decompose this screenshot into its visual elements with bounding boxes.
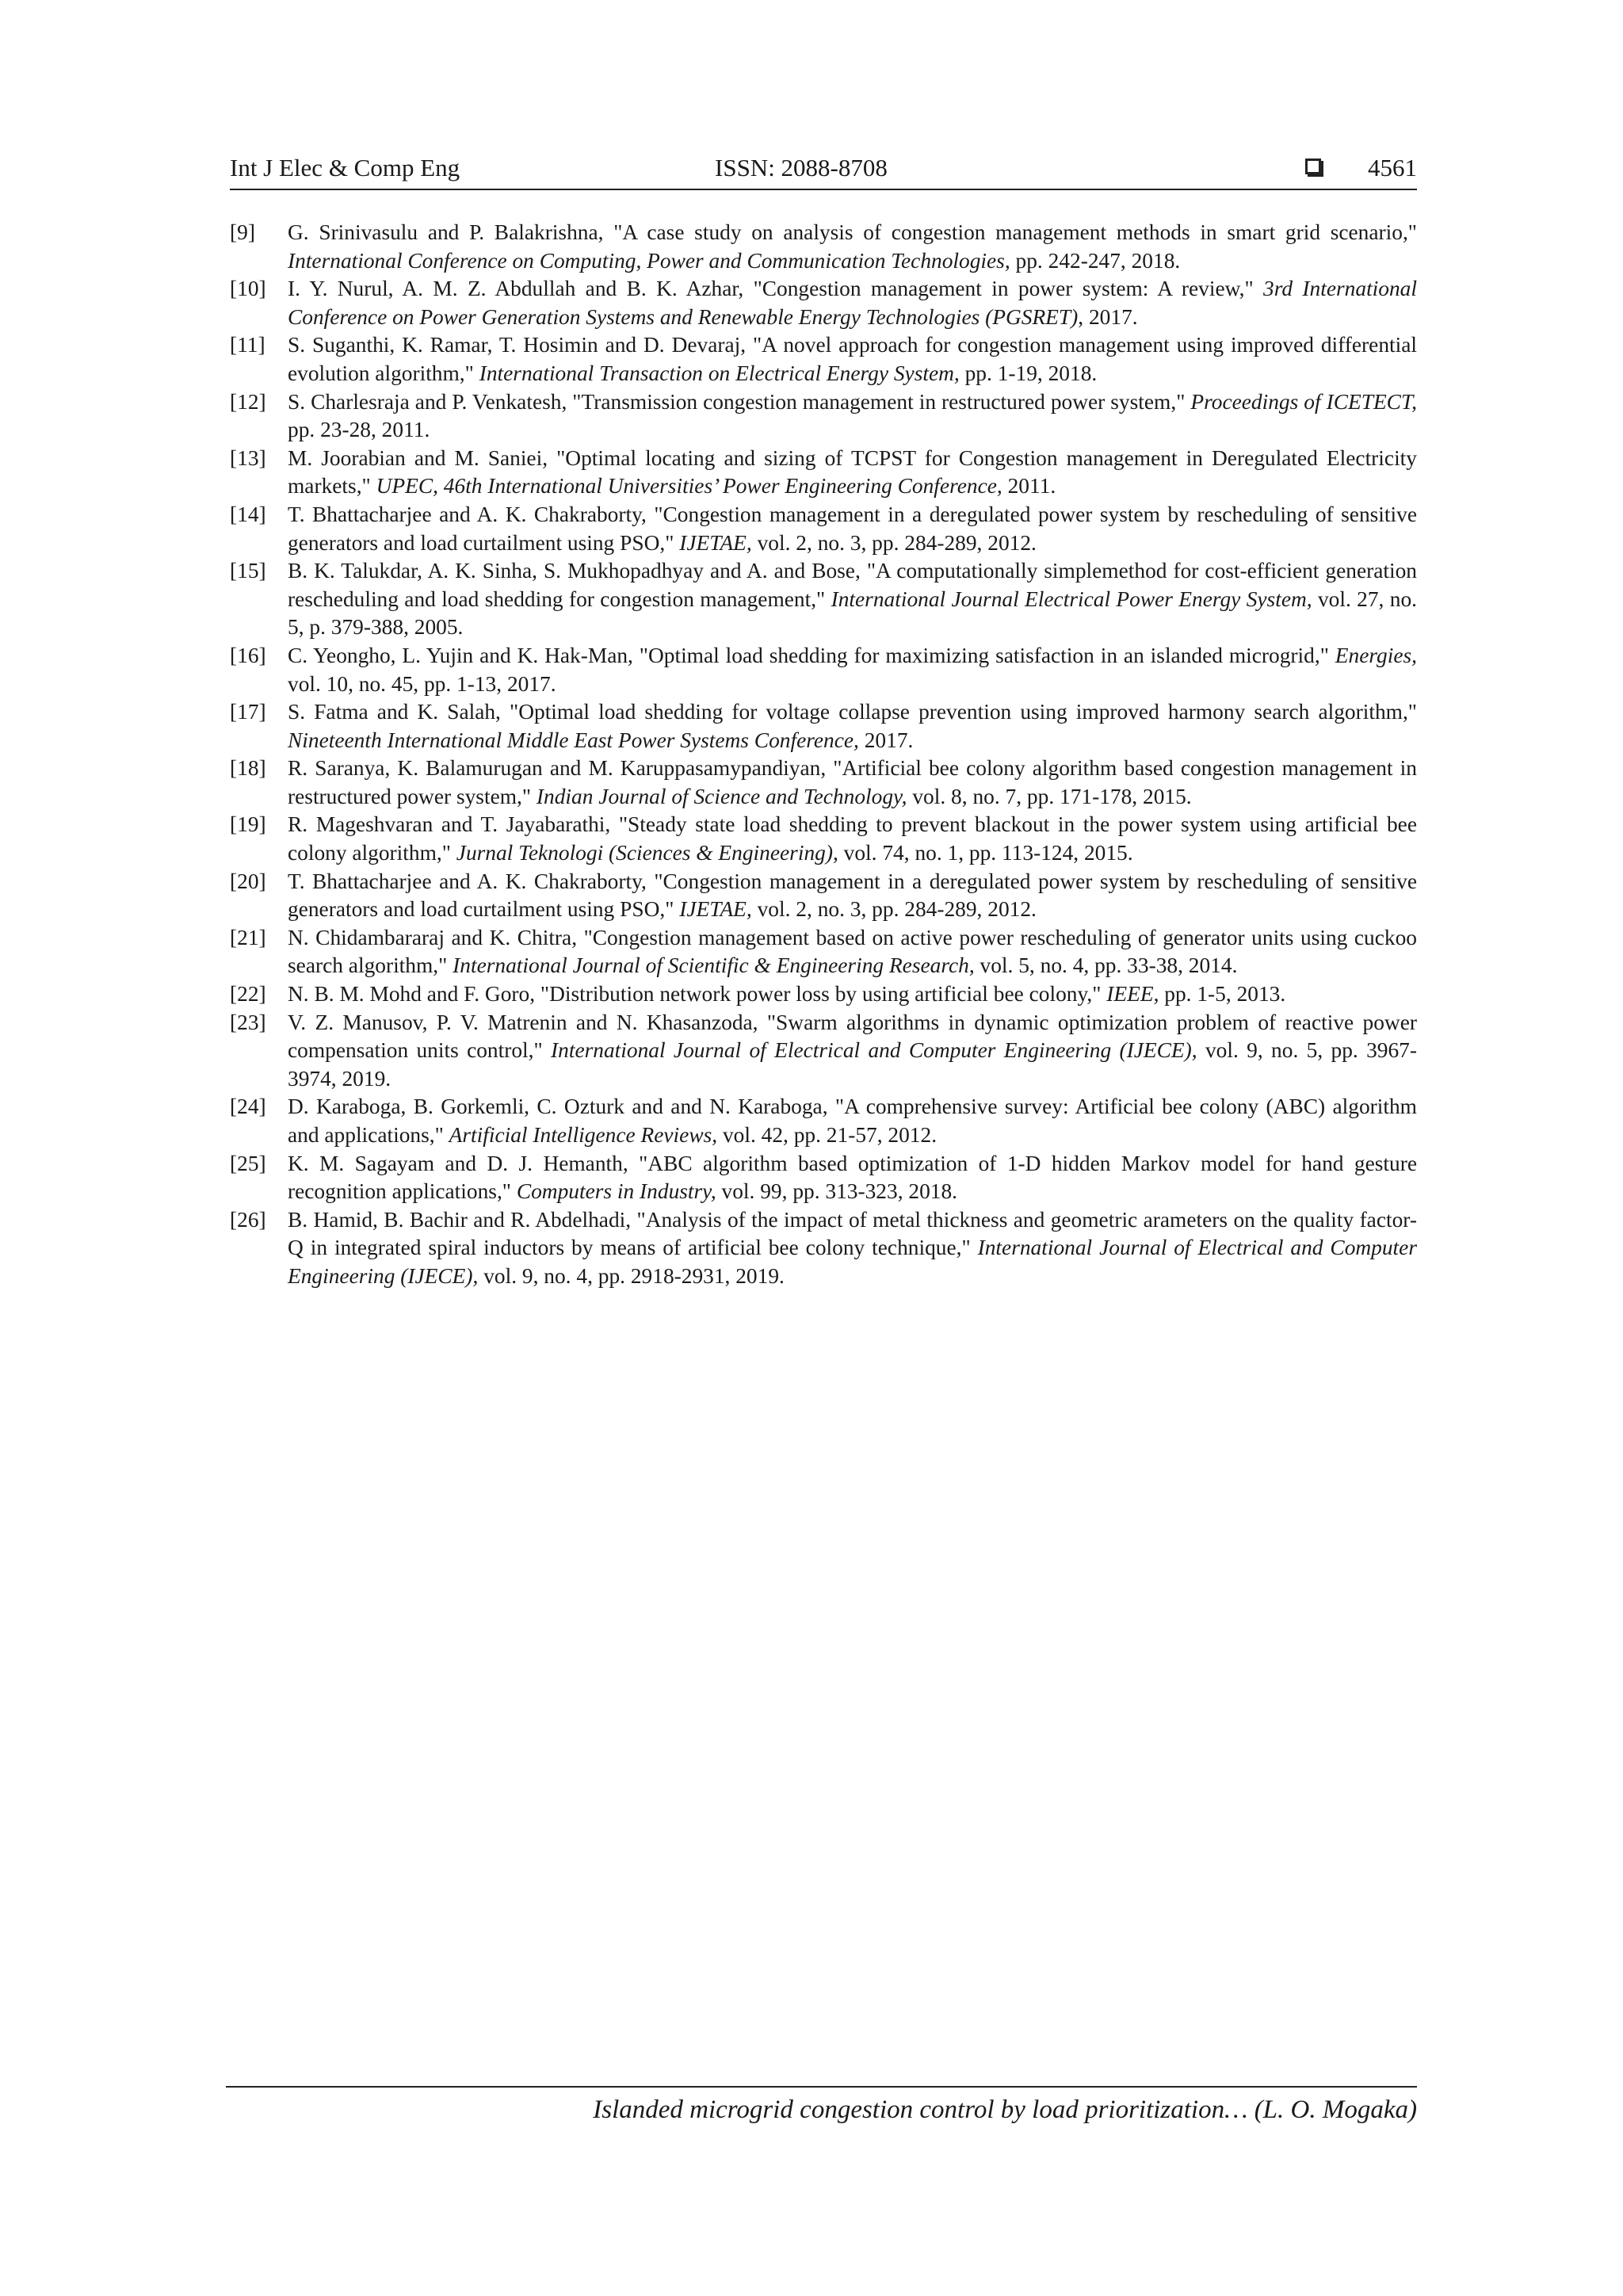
- reference-venue: Indian Journal of Science and Technology,: [536, 784, 907, 808]
- reference-venue: International Conference on Computing, Power and Communication Technologies,: [288, 248, 1010, 273]
- reference-details: vol. 5, no. 4, pp. 33-38, 2014.: [974, 953, 1238, 978]
- reference-venue: IEEE,: [1106, 982, 1159, 1007]
- reference-item: [230, 445, 1417, 501]
- reference-number: [13]: [230, 445, 266, 470]
- reference-number: [16]: [230, 643, 266, 667]
- reference-venue: International Journal Electrical Power Energy System,: [831, 586, 1312, 611]
- reference-authors-title: R. Mageshvaran and T. Jayabarathi, "Steady state load shedding to prevent blackout in the power system using artificial bee colony algorithm,": [288, 812, 1417, 865]
- reference-venue: Jurnal Teknologi (Sciences & Engineering),: [456, 841, 838, 865]
- reference-list: [230, 219, 1417, 1291]
- reference-venue: Proceedings of ICETECT,: [1190, 389, 1417, 414]
- reference-item: [230, 501, 1417, 557]
- reference-details: , 2017.: [1078, 304, 1138, 329]
- reference-number: [18]: [230, 756, 266, 781]
- reference-item: [230, 275, 1417, 331]
- reference-item: [230, 1150, 1417, 1206]
- reference-authors-title: K. M. Sagayam and D. J. Hemanth, "ABC algorithm based optimization of 1-D hidden Markov model for hand gesture recognition applications,": [288, 1151, 1417, 1204]
- reference-number: [23]: [230, 1010, 266, 1034]
- reference-number: [24]: [230, 1095, 266, 1119]
- reference-details: vol. 42, pp. 21-57, 2012.: [717, 1123, 938, 1147]
- reference-item: [230, 331, 1417, 388]
- reference-venue: UPEC, 46th International Universities’ Power Engineering Conference,: [376, 474, 1002, 499]
- reference-details: vol. 2, no. 3, pp. 284-289, 2012.: [751, 530, 1037, 555]
- page-number: 4561: [1368, 154, 1417, 181]
- reference-item: [230, 557, 1417, 642]
- reference-number: [17]: [230, 700, 266, 724]
- reference-authors-title: I. Y. Nurul, A. M. Z. Abdullah and B. K. Azhar, "Congestion management in power system: A review,": [288, 277, 1264, 301]
- reference-authors-title: S. Charlesraja and P. Venkatesh, "Transmission congestion management in restructured power system,": [288, 389, 1191, 414]
- reference-item: [230, 698, 1417, 755]
- reference-authors-title: B. Hamid, B. Bachir and R. Abdelhadi, "Analysis of the impact of metal thickness and geometric arameters on the quality factor-Q in integrated spiral inductors by means of artificial bee colony technique,": [288, 1207, 1417, 1260]
- reference-authors-title: M. Joorabian and M. Saniei, "Optimal locating and sizing of TCPST for Congestion management in Deregulated Electricity markets,": [288, 445, 1417, 499]
- reference-venue: Nineteenth International Middle East Power Systems Conference,: [288, 728, 859, 752]
- reference-authors-title: R. Saranya, K. Balamurugan and M. Karuppasamypandiyan, "Artificial bee colony algorithm based congestion management in restructured power system,": [288, 756, 1417, 808]
- reference-venue: Computers in Industry,: [516, 1179, 716, 1204]
- reference-details: vol. 99, pp. 313-323, 2018.: [716, 1179, 958, 1204]
- reference-item: [230, 1206, 1417, 1291]
- reference-authors-title: B. K. Talukdar, A. K. Sinha, S. Mukhopadhyay and A. and Bose, "A computationally simplemethod for cost-efficient generation rescheduling and load shedding for congestion management,": [288, 559, 1417, 611]
- reference-details: vol. 27, no. 5, p. 379-388, 2005.: [288, 586, 1417, 640]
- reference-details: pp. 23-28, 2011.: [288, 418, 430, 442]
- journal-name: Int J Elec & Comp Eng: [230, 154, 460, 181]
- issn: ISSN: 2088-8708: [715, 154, 888, 181]
- reference-details: vol. 9, no. 4, pp. 2918-2931, 2019.: [478, 1263, 785, 1288]
- reference-details: vol. 10, no. 45, pp. 1-13, 2017.: [288, 671, 556, 696]
- reference-number: [12]: [230, 389, 266, 414]
- reference-item: [230, 924, 1417, 980]
- reference-details: vol. 9, no. 5, pp. 3967-3974, 2019.: [288, 1038, 1417, 1091]
- reference-authors-title: D. Karaboga, B. Gorkemli, C. Ozturk and and N. Karaboga, "A comprehensive survey: Artificial bee colony (ABC) algorithm and applications,": [288, 1095, 1417, 1147]
- reference-details: pp. 1-19, 2018.: [959, 361, 1098, 385]
- reference-number: [15]: [230, 559, 266, 583]
- reference-item: [230, 811, 1417, 867]
- reference-authors-title: N. Chidambararaj and K. Chitra, "Congestion management based on active power rescheduling of generator units using cuckoo search algorithm,": [288, 925, 1417, 978]
- reference-details: vol. 8, no. 7, pp. 171-178, 2015.: [907, 784, 1192, 808]
- reference-details: 2011.: [1002, 474, 1056, 499]
- reference-details: pp. 242-247, 2018.: [1010, 248, 1181, 273]
- reference-number: [9]: [230, 220, 255, 244]
- reference-number: [10]: [230, 277, 266, 301]
- footer-running-title: Islanded microgrid congestion control by load prioritization… (L. O. Mogaka): [593, 2095, 1417, 2124]
- reference-venue: International Journal of Scientific & Engineering Research,: [453, 953, 975, 978]
- reference-number: [14]: [230, 502, 266, 526]
- reference-venue: International Journal of Electrical and Computer Engineering (IJECE),: [288, 1236, 1417, 1288]
- page-header: [230, 152, 1417, 190]
- reference-number: [25]: [230, 1151, 266, 1175]
- reference-venue: Energies,: [1335, 643, 1417, 667]
- reference-details: 2017.: [858, 728, 914, 752]
- reference-authors-title: T. Bhattacharjee and A. K. Chakraborty, "Congestion management in a deregulated power system by rescheduling of sensitive generators and load curtailment using PSO,": [288, 502, 1417, 555]
- page-footer: [226, 2086, 1417, 2124]
- reference-details: vol. 74, no. 1, pp. 113-124, 2015.: [838, 841, 1133, 865]
- reference-venue: International Transaction on Electrical Energy System,: [479, 361, 960, 385]
- reference-item: [230, 868, 1417, 924]
- reference-item: [230, 1009, 1417, 1094]
- reference-authors-title: V. Z. Manusov, P. V. Matrenin and N. Khasanzoda, "Swarm algorithms in dynamic optimization problem of reactive power compensation units control,": [288, 1010, 1417, 1063]
- reference-authors-title: T. Bhattacharjee and A. K. Chakraborty, "Congestion management in a deregulated power system by rescheduling of sensitive generators and load curtailment using PSO,": [288, 869, 1417, 922]
- reference-venue: IJETAE,: [679, 897, 752, 922]
- reference-authors-title: S. Suganthi, K. Ramar, T. Hosimin and D. Devaraj, "A novel approach for congestion management using improved differential evolution algorithm,": [288, 333, 1417, 385]
- reference-item: [230, 755, 1417, 811]
- reference-number: [20]: [230, 869, 266, 893]
- reference-number: [22]: [230, 982, 266, 1007]
- square-icon: [1305, 159, 1321, 174]
- reference-item: [230, 388, 1417, 445]
- reference-authors-title: G. Srinivasulu and P. Balakrishna, "A case study on analysis of congestion management methods in smart grid scenario,": [288, 220, 1417, 244]
- reference-venue: IJETAE,: [679, 530, 752, 555]
- reference-authors-title: C. Yeongho, L. Yujin and K. Hak-Man, "Optimal load shedding for maximizing satisfaction in an islanded microgrid,": [288, 643, 1335, 667]
- reference-details: pp. 1-5, 2013.: [1159, 982, 1286, 1007]
- reference-item: [230, 219, 1417, 275]
- reference-number: [19]: [230, 812, 266, 837]
- reference-item: [230, 642, 1417, 698]
- reference-number: [26]: [230, 1207, 266, 1232]
- reference-authors-title: S. Fatma and K. Salah, "Optimal load shedding for voltage collapse prevention using improved harmony search algorithm,": [288, 700, 1417, 724]
- reference-item: [230, 1093, 1417, 1149]
- reference-venue: Artificial Intelligence Reviews,: [449, 1123, 718, 1147]
- reference-authors-title: N. B. M. Mohd and F. Goro, "Distribution network power loss by using artificial bee colony,": [288, 982, 1107, 1007]
- reference-venue: International Journal of Electrical and Computer Engineering (IJECE),: [551, 1038, 1197, 1063]
- reference-venue: 3rd International Conference on Power Generation Systems and Renewable Energy Technologies (PGSRET): [288, 277, 1417, 329]
- reference-number: [21]: [230, 925, 266, 949]
- reference-details: vol. 2, no. 3, pp. 284-289, 2012.: [751, 897, 1037, 922]
- reference-number: [11]: [230, 333, 265, 357]
- reference-item: [230, 980, 1417, 1009]
